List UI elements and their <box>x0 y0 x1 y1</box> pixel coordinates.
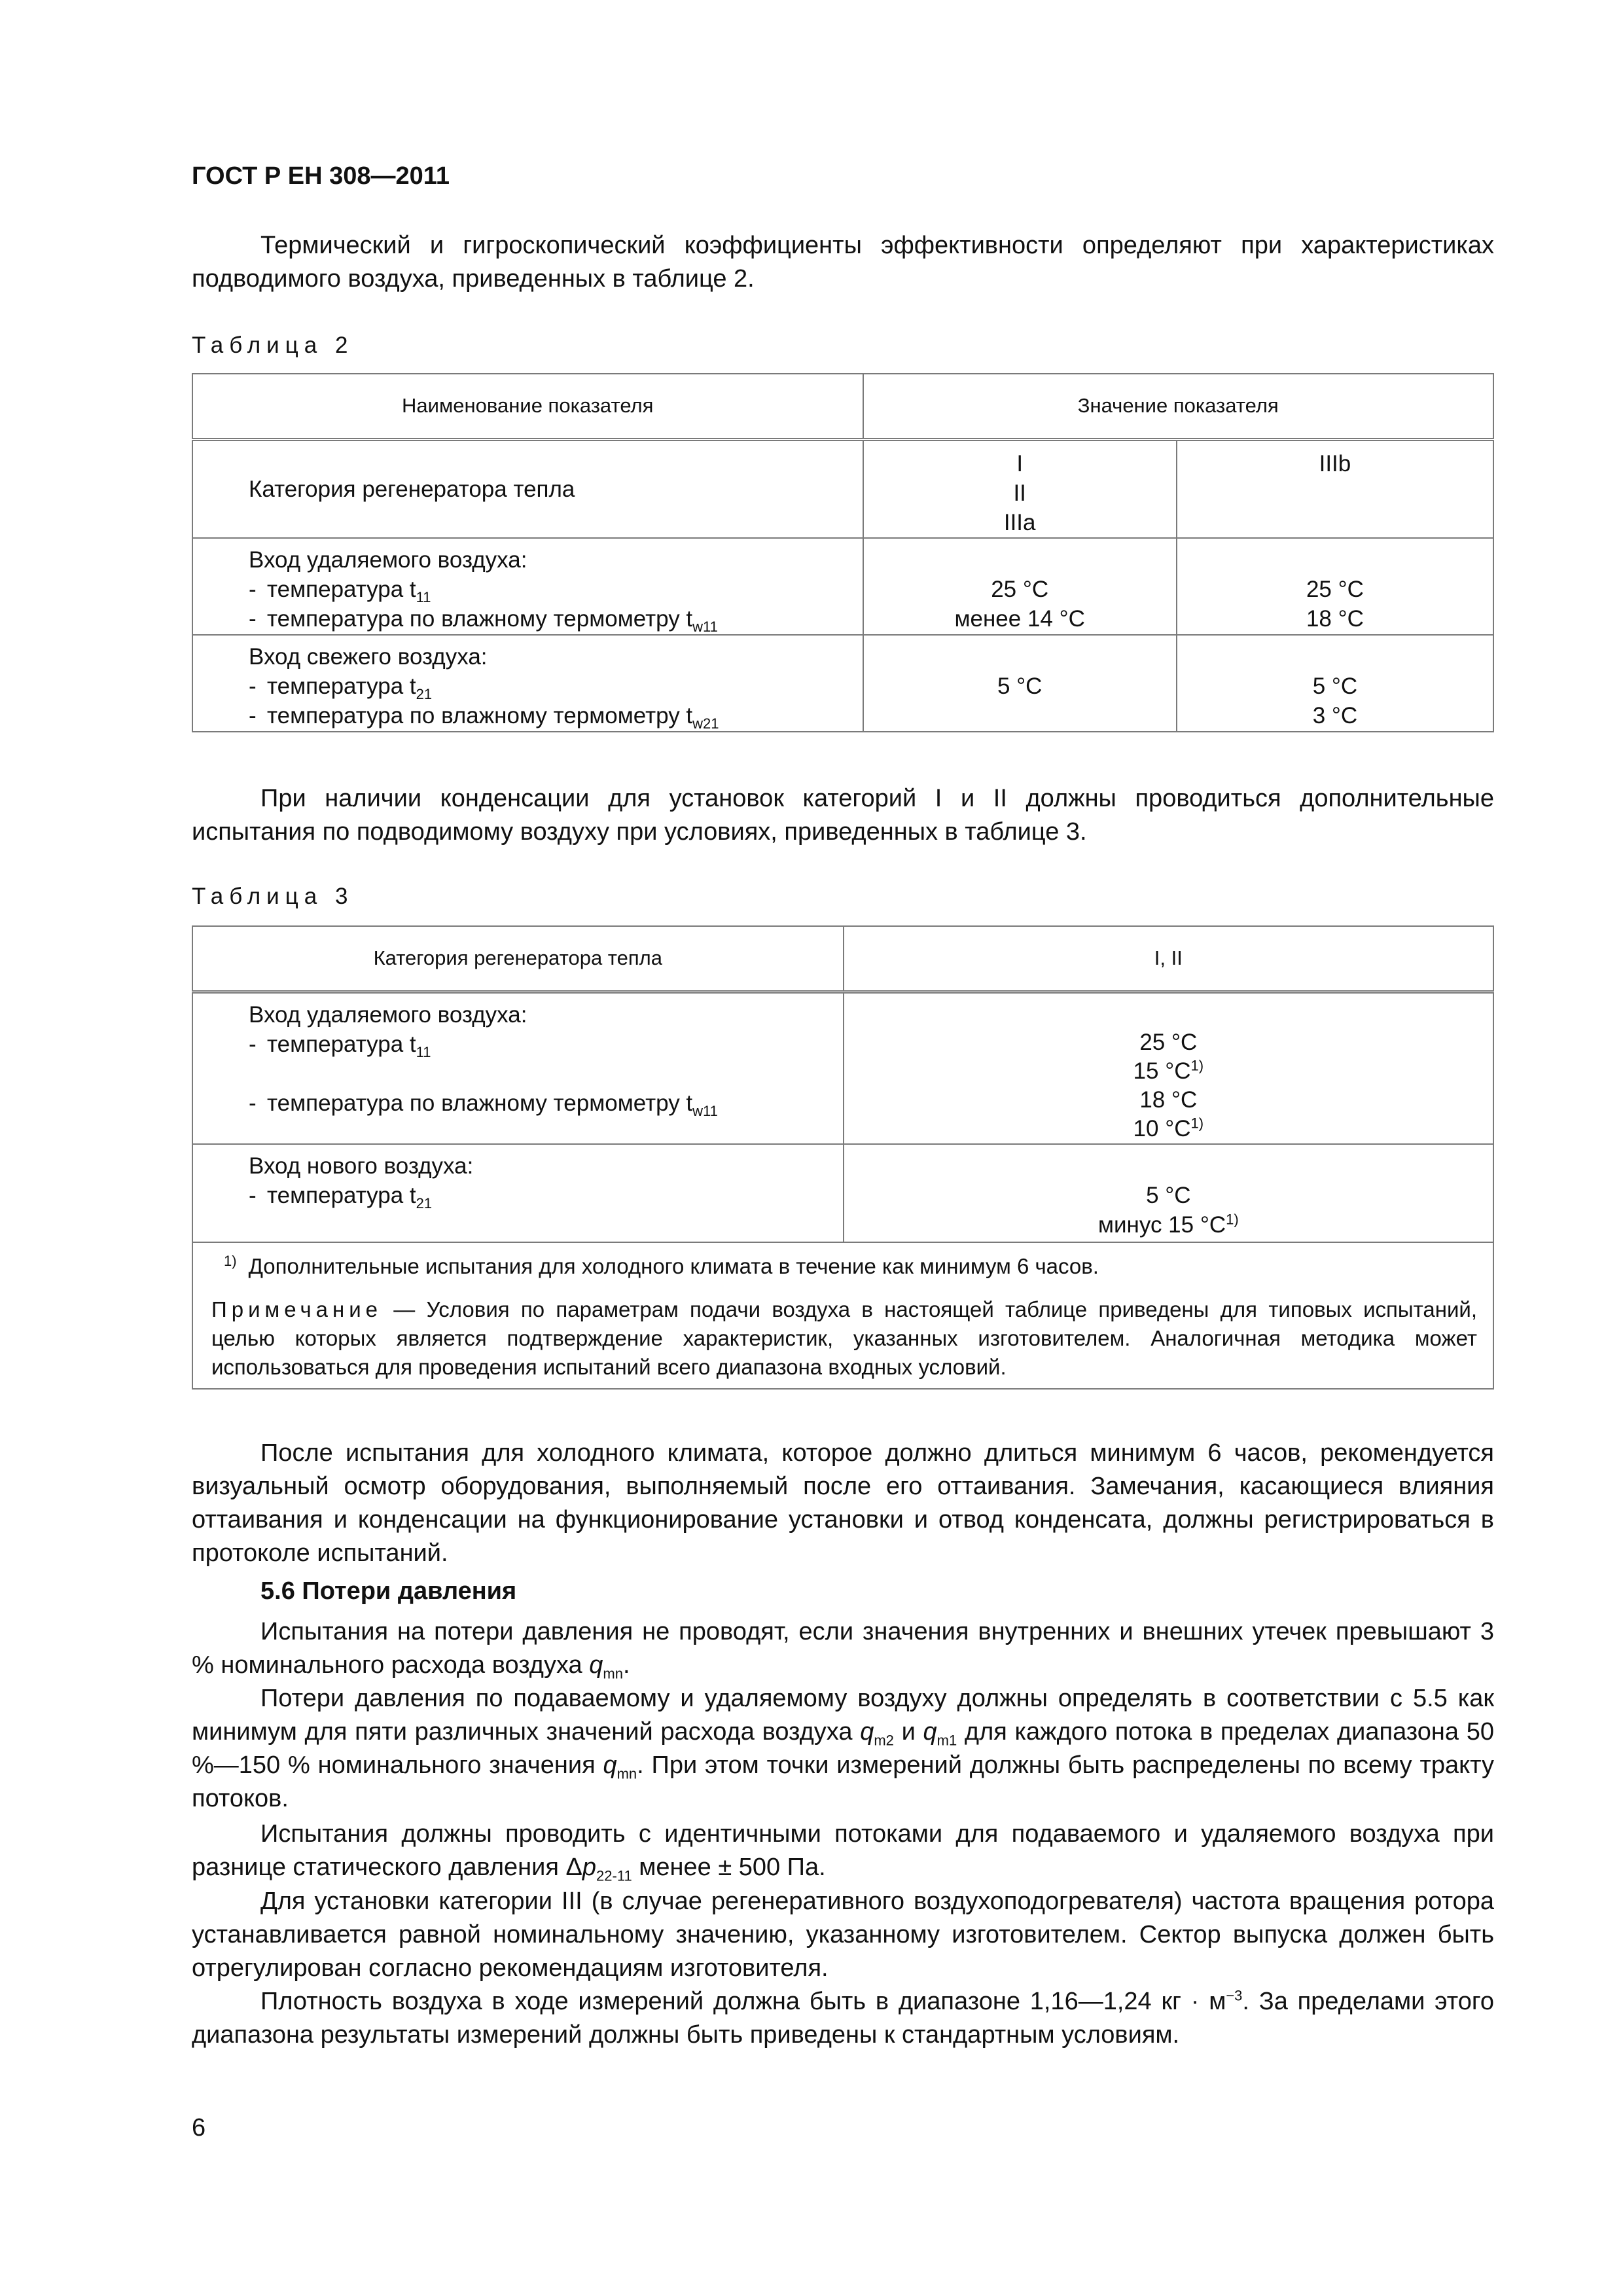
table3-exhaust-wet-value: 18 °C <box>1139 1086 1198 1113</box>
table3-exhaust-temp-cold-value: 15 $^\circ C^{1)}$ <box>1133 1056 1204 1084</box>
table3-exhaust-temp: - температура $t_{11}$ <box>249 1031 431 1060</box>
table2-exhaust-wet: - температура по влажному термометру $t_{w11}$ <box>249 605 718 635</box>
table3-caption: Таблица 3 <box>192 884 354 909</box>
table2-exhaust-wet-value-iiib: 18 °C <box>1306 605 1364 632</box>
table-2 <box>192 373 1494 732</box>
table3-new-temp-value: 5 °C <box>1146 1182 1191 1208</box>
table2-caption: Таблица 2 <box>192 332 354 358</box>
cold-climate-paragraph: После испытания для холодного климата, которое должно длиться минимум 6 часов, рекомендуется визуальный осмотр оборудования, выполняемый после его оттаивания. Замечания, касающиеся влияния оттаивания и конденсации на функционирование установки и отвод конденсата, должны регистрироваться в протоколе испытаний. <box>192 1439 1494 1567</box>
table2-category-iiia: IIIa <box>1003 509 1036 535</box>
table3-new-title: Вход нового воздуха: <box>249 1153 474 1179</box>
intro-paragraph: Термический и гигроскопический коэффициенты эффективности определяют при характеристиках подводимого воздуха, приведенных в таблице 2. <box>192 232 1494 293</box>
table2-exhaust-temp: - температура $t_{11}$ <box>249 576 431 605</box>
table3-note: Примечание — Условия по параметрам подачи воздуха в настоящей таблице приведены для типовых испытаний, целью которых является подтверждение характеристик, указанных изготовителем. Аналогичная методика может использоваться для проведения испытаний всего диапазона входных условий. <box>211 1297 1477 1379</box>
table2-fresh-temp: - температура $t_{21}$ <box>249 673 433 702</box>
table2-exhaust-wet-value: менее 14 °C <box>954 605 1085 632</box>
page-number: 6 <box>192 2114 206 2142</box>
table2-category-iiib: IIIb <box>1319 450 1351 476</box>
table3-new-temp: - температура $t_{21}$ <box>249 1182 433 1211</box>
section-paragraph-3: Испытания должны проводить с идентичными потоками для подаваемого и удаляемого воздуха при разнице статического давления $\Delta p_{22-11}$ менее ± 500 Па. <box>192 1820 1494 1884</box>
table2-fresh-value: 5 °C <box>997 673 1043 699</box>
table3-footnote: $^{1)}$ Дополнительные испытания для холодного климата в течение как минимум 6 часов. <box>224 1252 1099 1278</box>
section-paragraph-1: Испытания на потери давления не проводят, если значения внутренних и внешних утечек превышают 3 % номинального расхода воздуха $q_{mn}$. <box>192 1618 1494 1682</box>
table3-notes <box>192 1242 1493 1389</box>
table-3 <box>192 925 1494 1390</box>
table2-exhaust-temp-value: 25 °C <box>991 576 1049 602</box>
table2-fresh-temp-value-iiib: 5 °C <box>1312 673 1358 699</box>
table2-exhaust-temp-value-iiib: 25 °C <box>1306 576 1364 602</box>
section-heading: 5.6 Потери давления <box>260 1577 517 1605</box>
table2-category-ii: II <box>1013 480 1026 506</box>
table2-fresh-wet: - температура по влажному термометру $t_{w21}$ <box>249 702 719 732</box>
table3-exhaust-temp-value: 25 °C <box>1139 1029 1198 1055</box>
condensation-paragraph: При наличии конденсации для установок категорий I и II должны проводиться дополнительные испытания по подводимому воздуху при условиях, приведенных в таблице 3. <box>192 785 1494 846</box>
section-paragraph-5: Плотность воздуха в ходе измерений должна быть в диапазоне 1,16—1,24 кг · $м^{-3}$. За пределами этого диапазона результаты измерений должны быть приведены к стандартным условиям. <box>192 1987 1494 2049</box>
document-header: ГОСТ Р ЕН 308—2011 <box>192 162 450 190</box>
section-paragraph-4: Для установки категории III (в случае регенеративного воздухоподогревателя) частота вращения ротора устанавливается равной номинальному значению, указанному изготовителем. Сектор выпуска должен быть отрегулирован согласно рекомендациям изготовителя. <box>192 1888 1494 1982</box>
table3-exhaust-wet: - температура по влажному термометру $t_{w11}$ <box>249 1090 718 1119</box>
table2-header-value: Значение показателя <box>863 374 1494 439</box>
table2-header-name: Наименование показателя <box>192 374 863 439</box>
table2-fresh-title: Вход свежего воздуха: <box>249 643 488 670</box>
table2-category-label: Категория регенератора тепла <box>249 476 575 502</box>
table3-exhaust-wet-cold-value: 10 $^\circ C^{1)}$ <box>1133 1114 1204 1141</box>
table3-exhaust-title: Вход удаляемого воздуха: <box>249 1001 527 1028</box>
table2-fresh-wet-value-iiib: 3 °C <box>1312 702 1358 728</box>
section-paragraph-2: Потери давления по подаваемому и удаляемому воздуху должны определять в соответствии с 5.5 как минимум для пяти различных значений расхода воздуха $q_{m2}$ и $q_{m1}$ для каждого потока в пределах диапазона 50 %—150 % номинального значения $q_{mn}$. При этом точки измерений должны быть распределены по всему тракту потоков. <box>192 1685 1494 1812</box>
table3-header-value: I, II <box>844 926 1493 992</box>
table3-new-temp-cold-value: минус 15 $^\circ C^{1)}$ <box>1097 1210 1239 1238</box>
table2-category-i: I <box>1016 450 1024 476</box>
table2-exhaust-title: Вход удаляемого воздуха: <box>249 547 527 573</box>
table3-header-name: Категория регенератора тепла <box>192 926 844 992</box>
